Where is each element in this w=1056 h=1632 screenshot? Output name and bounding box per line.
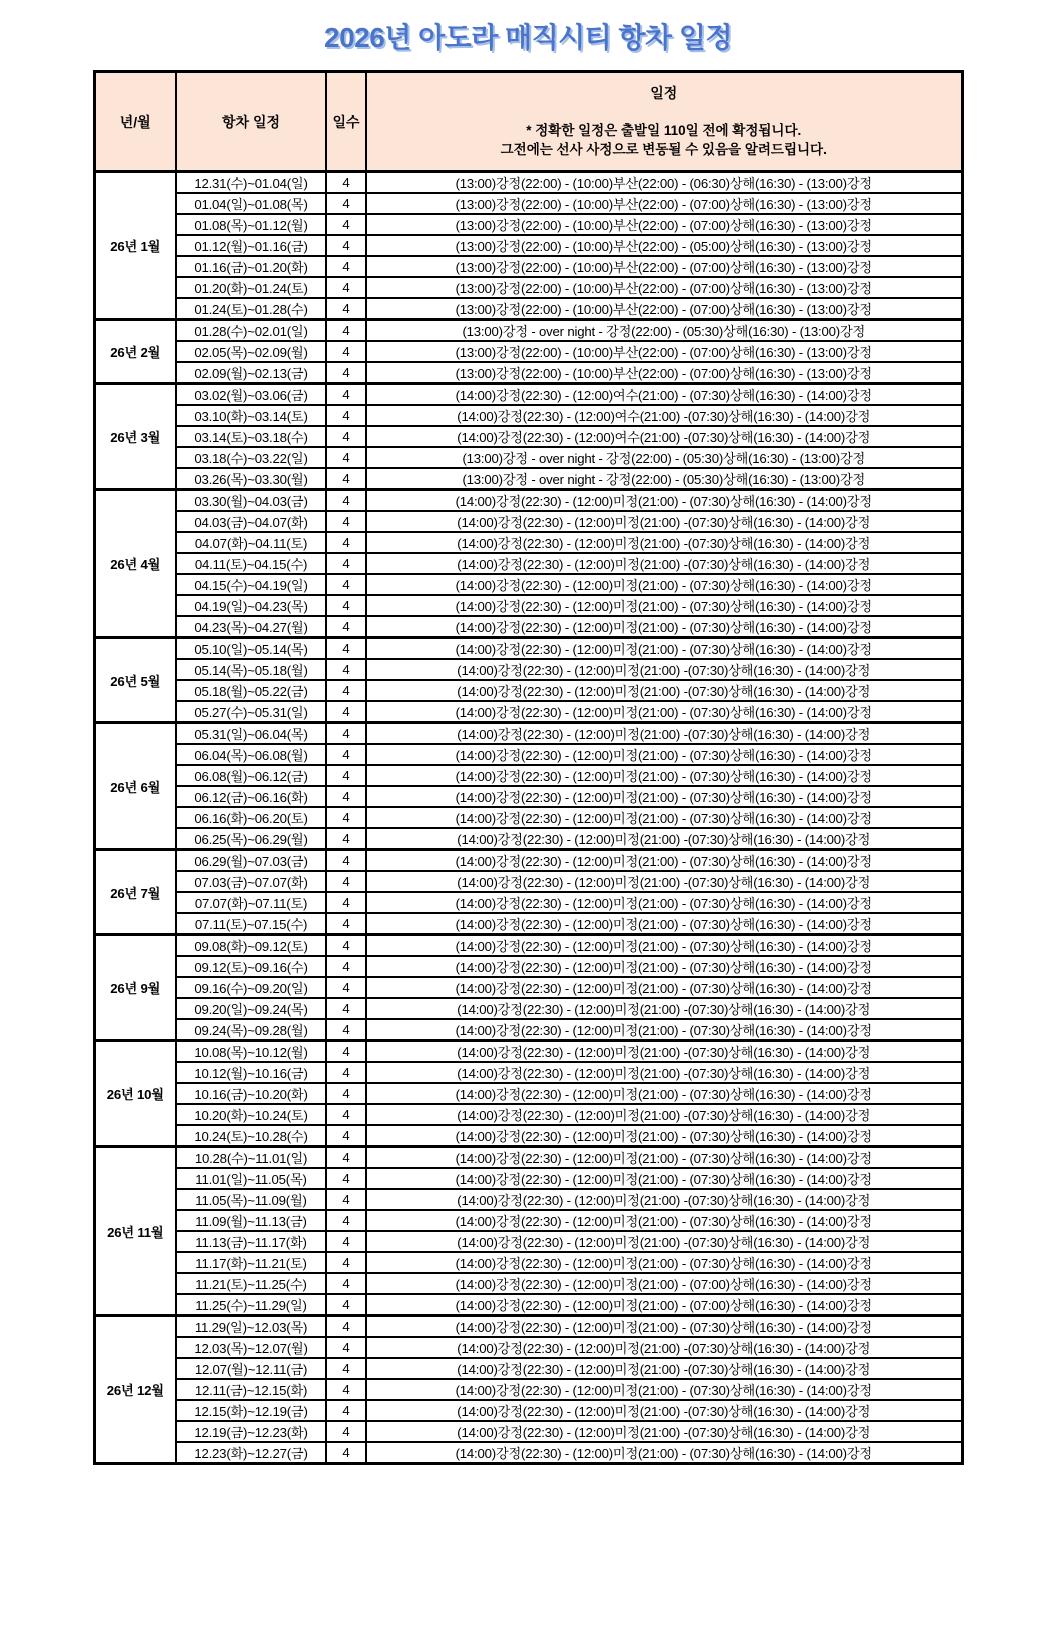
days-cell: 4: [326, 532, 366, 553]
table-row: [94, 595, 962, 616]
table-row: [94, 511, 962, 532]
days-cell: 4: [326, 723, 366, 745]
voyage-cell: 06.04(목)~06.08(월): [176, 744, 326, 765]
days-cell: 4: [326, 574, 366, 595]
days-cell: 4: [326, 659, 366, 680]
days-cell: 4: [326, 616, 366, 638]
voyage-cell: 06.29(월)~07.03(금): [176, 850, 326, 872]
voyage-cell: 10.12(월)~10.16(금): [176, 1062, 326, 1083]
schedule-cell: (14:00)강정(22:30) - (12:00)미정(21:00) -(07:30)상해(16:30) - (14:00)강정: [366, 553, 962, 574]
voyage-cell: 11.25(수)~11.29(일): [176, 1294, 326, 1316]
month-cell: 26년 10월: [94, 1041, 176, 1147]
days-cell: 4: [326, 956, 366, 977]
days-cell: 4: [326, 638, 366, 660]
table-row: [94, 1231, 962, 1252]
voyage-cell: 09.12(토)~09.16(수): [176, 956, 326, 977]
schedule-cell: (14:00)강정(22:30) - (12:00)미정(21:00) -(07:30)상해(16:30) - (14:00)강정: [366, 998, 962, 1019]
voyage-cell: 07.03(금)~07.07(화): [176, 871, 326, 892]
voyage-cell: 11.17(화)~11.21(토): [176, 1252, 326, 1273]
days-cell: 4: [326, 235, 366, 256]
month-cell: 26년 11월: [94, 1147, 176, 1316]
days-cell: 4: [326, 320, 366, 342]
voyage-cell: 10.24(토)~10.28(수): [176, 1125, 326, 1147]
table-row: [94, 341, 962, 362]
voyage-cell: 01.20(화)~01.24(토): [176, 277, 326, 298]
voyage-cell: 06.12(금)~06.16(화): [176, 786, 326, 807]
schedule-cell: (14:00)강정(22:30) - (12:00)미정(21:00) - (07:00)상해(16:30) - (14:00)강정: [366, 1294, 962, 1316]
schedule-cell: (13:00)강정(22:00) - (10:00)부산(22:00) - (06:30)상해(16:30) - (13:00)강정: [366, 172, 962, 194]
table-row: [94, 892, 962, 913]
schedule-header-content: [369, 73, 959, 170]
schedule-cell: (14:00)강정(22:30) - (12:00)미정(21:00) - (07:30)상해(16:30) - (14:00)강정: [366, 1168, 962, 1189]
days-cell: 4: [326, 850, 366, 872]
schedule-cell: (14:00)강정(22:30) - (12:00)미정(21:00) -(07:30)상해(16:30) - (14:00)강정: [366, 828, 962, 850]
table-row: [94, 1147, 962, 1169]
days-cell: 4: [326, 1442, 366, 1464]
table-row: [94, 362, 962, 384]
table-row: [94, 468, 962, 490]
table-row: [94, 723, 962, 745]
voyage-cell: 11.21(토)~11.25(수): [176, 1273, 326, 1294]
schedule-cell: (14:00)강정(22:30) - (12:00)미정(21:00) - (07:30)상해(16:30) - (14:00)강정: [366, 977, 962, 998]
schedule-note: [369, 121, 959, 160]
schedule-cell: (14:00)강정(22:30) - (12:00)미정(21:00) - (07:30)상해(16:30) - (14:00)강정: [366, 892, 962, 913]
table-row: [94, 1273, 962, 1294]
voyage-cell: 03.10(화)~03.14(토): [176, 405, 326, 426]
voyage-cell: 06.08(월)~06.12(금): [176, 765, 326, 786]
voyage-cell: 06.16(화)~06.20(토): [176, 807, 326, 828]
days-cell: 4: [326, 405, 366, 426]
days-cell: 4: [326, 765, 366, 786]
table-row: [94, 1210, 962, 1231]
voyage-cell: 03.30(월)~04.03(금): [176, 490, 326, 512]
table-row: [94, 277, 962, 298]
schedule-cell: (14:00)강정(22:30) - (12:00)여수(21:00) -(07:30)상해(16:30) - (14:00)강정: [366, 405, 962, 426]
table-row: [94, 426, 962, 447]
days-cell: 4: [326, 828, 366, 850]
schedule-cell: (14:00)강정(22:30) - (12:00)미정(21:00) - (07:30)상해(16:30) - (14:00)강정: [366, 1125, 962, 1147]
schedule-cell: (13:00)강정(22:00) - (10:00)부산(22:00) - (07:00)상해(16:30) - (13:00)강정: [366, 214, 962, 235]
days-cell: 4: [326, 1231, 366, 1252]
days-cell: 4: [326, 426, 366, 447]
days-cell: 4: [326, 1273, 366, 1294]
days-cell: 4: [326, 362, 366, 384]
voyage-cell: 09.08(화)~09.12(토): [176, 935, 326, 957]
month-cell: 26년 5월: [94, 638, 176, 723]
table-row: [94, 1189, 962, 1210]
voyage-cell: 05.31(일)~06.04(목): [176, 723, 326, 745]
days-cell: 4: [326, 871, 366, 892]
voyage-cell: 05.10(일)~05.14(목): [176, 638, 326, 660]
days-cell: 4: [326, 701, 366, 723]
schedule-cell: (13:00)강정 - over night - 강정(22:00) - (05:30)상해(16:30) - (13:00)강정: [366, 468, 962, 490]
schedule-cell: (13:00)강정 - over night - 강정(22:00) - (05:30)상해(16:30) - (13:00)강정: [366, 447, 962, 468]
table-row: [94, 214, 962, 235]
table-row: [94, 935, 962, 957]
voyage-cell: 10.20(화)~10.24(토): [176, 1104, 326, 1125]
days-cell: 4: [326, 384, 366, 406]
days-cell: 4: [326, 298, 366, 320]
table-row: [94, 574, 962, 595]
days-cell: 4: [326, 1083, 366, 1104]
days-cell: 4: [326, 1337, 366, 1358]
days-cell: 4: [326, 998, 366, 1019]
days-cell: 4: [326, 935, 366, 957]
voyage-cell: 03.14(토)~03.18(수): [176, 426, 326, 447]
days-cell: 4: [326, 744, 366, 765]
schedule-cell: (14:00)강정(22:30) - (12:00)미정(21:00) - (07:30)상해(16:30) - (14:00)강정: [366, 1083, 962, 1104]
days-cell: 4: [326, 1168, 366, 1189]
month-cell: 26년 9월: [94, 935, 176, 1041]
voyage-cell: 07.07(화)~07.11(토): [176, 892, 326, 913]
voyage-cell: 01.12(월)~01.16(금): [176, 235, 326, 256]
schedule-cell: (14:00)강정(22:30) - (12:00)미정(21:00) - (07:30)상해(16:30) - (14:00)강정: [366, 490, 962, 512]
table-row: [94, 405, 962, 426]
table-row: [94, 235, 962, 256]
voyage-cell: 05.18(월)~05.22(금): [176, 680, 326, 701]
table-row: [94, 490, 962, 512]
voyage-cell: 03.02(월)~03.06(금): [176, 384, 326, 406]
schedule-cell: (14:00)강정(22:30) - (12:00)미정(21:00) - (07:30)상해(16:30) - (14:00)강정: [366, 701, 962, 723]
table-row: [94, 256, 962, 277]
schedule-cell: (14:00)강정(22:30) - (12:00)여수(21:00) -(07:30)상해(16:30) - (14:00)강정: [366, 426, 962, 447]
header-schedule: [366, 72, 962, 172]
table-row: [94, 1019, 962, 1041]
table-row: [94, 659, 962, 680]
days-cell: 4: [326, 193, 366, 214]
table-row: [94, 871, 962, 892]
voyage-cell: 02.05(목)~02.09(월): [176, 341, 326, 362]
days-cell: 4: [326, 511, 366, 532]
voyage-cell: 06.25(목)~06.29(월): [176, 828, 326, 850]
table-row: [94, 1379, 962, 1400]
schedule-note-line1: * 정확한 일정은 출발일 110일 전에 확정됩니다.: [526, 122, 802, 138]
table-row: [94, 807, 962, 828]
voyage-cell: 09.24(목)~09.28(월): [176, 1019, 326, 1041]
month-cell: 26년 7월: [94, 850, 176, 935]
days-cell: 4: [326, 1147, 366, 1169]
days-cell: 4: [326, 1379, 366, 1400]
voyage-cell: 11.09(월)~11.13(금): [176, 1210, 326, 1231]
schedule-cell: (14:00)강정(22:30) - (12:00)미정(21:00) - (07:30)상해(16:30) - (14:00)강정: [366, 935, 962, 957]
schedule-cell: (14:00)강정(22:30) - (12:00)미정(21:00) -(07:30)상해(16:30) - (14:00)강정: [366, 511, 962, 532]
table-row: [94, 1252, 962, 1273]
schedule-cell: (14:00)강정(22:30) - (12:00)미정(21:00) -(07:30)상해(16:30) - (14:00)강정: [366, 680, 962, 701]
voyage-cell: 10.16(금)~10.20(화): [176, 1083, 326, 1104]
voyage-cell: 04.03(금)~04.07(화): [176, 511, 326, 532]
voyage-cell: 10.08(목)~10.12(월): [176, 1041, 326, 1063]
schedule-cell: (14:00)강정(22:30) - (12:00)미정(21:00) -(07:30)상해(16:30) - (14:00)강정: [366, 1104, 962, 1125]
month-cell: 26년 4월: [94, 490, 176, 638]
voyage-cell: 11.01(일)~11.05(목): [176, 1168, 326, 1189]
month-cell: 26년 2월: [94, 320, 176, 384]
table-row: [94, 744, 962, 765]
voyage-cell: 12.15(화)~12.19(금): [176, 1400, 326, 1421]
voyage-cell: 12.31(수)~01.04(일): [176, 172, 326, 194]
table-row: [94, 1400, 962, 1421]
schedule-cell: (14:00)강정(22:30) - (12:00)미정(21:00) - (07:30)상해(16:30) - (14:00)강정: [366, 595, 962, 616]
days-cell: 4: [326, 807, 366, 828]
schedule-cell: (13:00)강정(22:00) - (10:00)부산(22:00) - (07:00)상해(16:30) - (13:00)강정: [366, 341, 962, 362]
voyage-cell: 04.19(일)~04.23(목): [176, 595, 326, 616]
schedule-cell: (13:00)강정(22:00) - (10:00)부산(22:00) - (05:00)상해(16:30) - (13:00)강정: [366, 235, 962, 256]
schedule-cell: (13:00)강정(22:00) - (10:00)부산(22:00) - (07:00)상해(16:30) - (13:00)강정: [366, 193, 962, 214]
schedule-cell: (14:00)강정(22:30) - (12:00)미정(21:00) -(07:30)상해(16:30) - (14:00)강정: [366, 532, 962, 553]
table-row: [94, 193, 962, 214]
schedule-cell: (14:00)강정(22:30) - (12:00)미정(21:00) - (07:30)상해(16:30) - (14:00)강정: [366, 744, 962, 765]
days-cell: 4: [326, 1421, 366, 1442]
days-cell: 4: [326, 172, 366, 194]
schedule-cell: (14:00)강정(22:30) - (12:00)미정(21:00) - (07:30)상해(16:30) - (14:00)강정: [366, 807, 962, 828]
table-row: [94, 850, 962, 872]
table-row: [94, 913, 962, 935]
schedule-cell: (13:00)강정(22:00) - (10:00)부산(22:00) - (07:00)상해(16:30) - (13:00)강정: [366, 256, 962, 277]
voyage-cell: 04.23(목)~04.27(월): [176, 616, 326, 638]
table-row: [94, 1442, 962, 1464]
voyage-cell: 09.16(수)~09.20(일): [176, 977, 326, 998]
table-row: [94, 1421, 962, 1442]
voyage-cell: 01.24(토)~01.28(수): [176, 298, 326, 320]
schedule-cell: (14:00)강정(22:30) - (12:00)미정(21:00) - (07:30)상해(16:30) - (14:00)강정: [366, 638, 962, 660]
voyage-cell: 03.18(수)~03.22(일): [176, 447, 326, 468]
table-body: [94, 172, 962, 1464]
days-cell: 4: [326, 553, 366, 574]
table-row: [94, 616, 962, 638]
table-row: [94, 1062, 962, 1083]
schedule-cell: (14:00)강정(22:30) - (12:00)미정(21:00) - (07:30)상해(16:30) - (14:00)강정: [366, 1379, 962, 1400]
voyage-cell: 11.29(일)~12.03(목): [176, 1316, 326, 1338]
days-cell: 4: [326, 468, 366, 490]
page-title: 2026년 아도라 매직시티 항차 일정: [324, 22, 732, 53]
voyage-cell: 12.03(목)~12.07(월): [176, 1337, 326, 1358]
header-days: 일수: [326, 72, 366, 172]
table-row: [94, 1104, 962, 1125]
voyage-cell: 01.04(일)~01.08(목): [176, 193, 326, 214]
voyage-cell: 04.07(화)~04.11(토): [176, 532, 326, 553]
voyage-cell: 11.13(금)~11.17(화): [176, 1231, 326, 1252]
days-cell: 4: [326, 595, 366, 616]
table-row: [94, 956, 962, 977]
table-row: [94, 1337, 962, 1358]
schedule-cell: (14:00)강정(22:30) - (12:00)미정(21:00) - (07:30)상해(16:30) - (14:00)강정: [366, 616, 962, 638]
schedule-cell: (14:00)강정(22:30) - (12:00)미정(21:00) - (07:30)상해(16:30) - (14:00)강정: [366, 956, 962, 977]
table-row: [94, 765, 962, 786]
schedule-cell: (14:00)강정(22:30) - (12:00)미정(21:00) - (07:30)상해(16:30) - (14:00)강정: [366, 1316, 962, 1338]
table-row: [94, 701, 962, 723]
voyage-cell: 04.11(토)~04.15(수): [176, 553, 326, 574]
schedule-cell: (14:00)강정(22:30) - (12:00)미정(21:00) -(07:30)상해(16:30) - (14:00)강정: [366, 1421, 962, 1442]
table-row: [94, 384, 962, 406]
days-cell: 4: [326, 786, 366, 807]
table-row: [94, 1168, 962, 1189]
schedule-cell: (14:00)강정(22:30) - (12:00)미정(21:00) - (07:30)상해(16:30) - (14:00)강정: [366, 1210, 962, 1231]
table-row: [94, 786, 962, 807]
schedule-note-line2: 그전에는 선사 사정으로 변동될 수 있음을 알려드립니다.: [500, 142, 827, 158]
table-row: [94, 1083, 962, 1104]
schedule-cell: (14:00)강정(22:30) - (12:00)미정(21:00) - (07:30)상해(16:30) - (14:00)강정: [366, 1252, 962, 1273]
schedule-cell: (14:00)강정(22:30) - (12:00)여수(21:00) - (07:30)상해(16:30) - (14:00)강정: [366, 384, 962, 406]
table-row: [94, 998, 962, 1019]
days-cell: 4: [326, 1104, 366, 1125]
schedule-cell: (14:00)강정(22:30) - (12:00)미정(21:00) -(07:30)상해(16:30) - (14:00)강정: [366, 659, 962, 680]
schedule-cell: (14:00)강정(22:30) - (12:00)미정(21:00) -(07:30)상해(16:30) - (14:00)강정: [366, 1189, 962, 1210]
table-row: [94, 1316, 962, 1338]
schedule-cell: (14:00)강정(22:30) - (12:00)미정(21:00) -(07:30)상해(16:30) - (14:00)강정: [366, 1231, 962, 1252]
table-row: [94, 977, 962, 998]
schedule-cell: (14:00)강정(22:30) - (12:00)미정(21:00) - (07:30)상해(16:30) - (14:00)강정: [366, 786, 962, 807]
schedule-cell: (14:00)강정(22:30) - (12:00)미정(21:00) -(07:30)상해(16:30) - (14:00)강정: [366, 1062, 962, 1083]
days-cell: 4: [326, 1019, 366, 1041]
voyage-cell: 04.15(수)~04.19(일): [176, 574, 326, 595]
days-cell: 4: [326, 680, 366, 701]
schedule-cell: (14:00)강정(22:30) - (12:00)미정(21:00) -(07:30)상해(16:30) - (14:00)강정: [366, 1337, 962, 1358]
days-cell: 4: [326, 913, 366, 935]
schedule-cell: (14:00)강정(22:30) - (12:00)미정(21:00) -(07:30)상해(16:30) - (14:00)강정: [366, 1400, 962, 1421]
voyage-cell: 02.09(월)~02.13(금): [176, 362, 326, 384]
voyage-cell: 07.11(토)~07.15(수): [176, 913, 326, 935]
table-row: [94, 1358, 962, 1379]
voyage-cell: 01.28(수)~02.01(일): [176, 320, 326, 342]
schedule-cell: (13:00)강정(22:00) - (10:00)부산(22:00) - (07:00)상해(16:30) - (13:00)강정: [366, 362, 962, 384]
table-row: [94, 298, 962, 320]
voyage-cell: 01.08(목)~01.12(월): [176, 214, 326, 235]
days-cell: 4: [326, 447, 366, 468]
voyage-cell: 11.05(목)~11.09(월): [176, 1189, 326, 1210]
voyage-cell: 09.20(일)~09.24(목): [176, 998, 326, 1019]
days-cell: 4: [326, 214, 366, 235]
table-row: [94, 553, 962, 574]
days-cell: 4: [326, 1062, 366, 1083]
table-row: [94, 680, 962, 701]
voyage-cell: 01.16(금)~01.20(화): [176, 256, 326, 277]
table-row: [94, 172, 962, 194]
schedule-cell: (13:00)강정(22:00) - (10:00)부산(22:00) - (07:00)상해(16:30) - (13:00)강정: [366, 277, 962, 298]
days-cell: 4: [326, 1125, 366, 1147]
days-cell: 4: [326, 277, 366, 298]
voyage-cell: 05.27(수)~05.31(일): [176, 701, 326, 723]
days-cell: 4: [326, 1252, 366, 1273]
table-row: [94, 320, 962, 342]
voyage-cell: 12.23(화)~12.27(금): [176, 1442, 326, 1464]
days-cell: 4: [326, 341, 366, 362]
month-cell: 26년 3월: [94, 384, 176, 490]
schedule-cell: (14:00)강정(22:30) - (12:00)미정(21:00) - (07:30)상해(16:30) - (14:00)강정: [366, 574, 962, 595]
days-cell: 4: [326, 892, 366, 913]
schedule-cell: (13:00)강정(22:00) - (10:00)부산(22:00) - (07:00)상해(16:30) - (13:00)강정: [366, 298, 962, 320]
days-cell: 4: [326, 1294, 366, 1316]
schedule-cell: (14:00)강정(22:30) - (12:00)미정(21:00) -(07:30)상해(16:30) - (14:00)강정: [366, 871, 962, 892]
header-row: [94, 72, 962, 172]
voyage-cell: 03.26(목)~03.30(월): [176, 468, 326, 490]
table-row: [94, 1294, 962, 1316]
schedule-header-label: 일정: [650, 85, 678, 101]
schedule-cell: (14:00)강정(22:30) - (12:00)미정(21:00) - (07:30)상해(16:30) - (14:00)강정: [366, 1019, 962, 1041]
days-cell: 4: [326, 1400, 366, 1421]
days-cell: 4: [326, 1210, 366, 1231]
voyage-cell: 05.14(목)~05.18(월): [176, 659, 326, 680]
month-cell: 26년 6월: [94, 723, 176, 850]
month-cell: 26년 12월: [94, 1316, 176, 1464]
header-year-month: 년/월: [94, 72, 176, 172]
month-cell: 26년 1월: [94, 172, 176, 320]
days-cell: 4: [326, 977, 366, 998]
table-header: [94, 72, 962, 172]
schedule-cell: (14:00)강정(22:30) - (12:00)미정(21:00) - (07:30)상해(16:30) - (14:00)강정: [366, 765, 962, 786]
voyage-schedule-table: [93, 70, 964, 1465]
schedule-cell: (14:00)강정(22:30) - (12:00)미정(21:00) -(07:30)상해(16:30) - (14:00)강정: [366, 1041, 962, 1063]
table-row: [94, 447, 962, 468]
schedule-cell: (13:00)강정 - over night - 강정(22:00) - (05:30)상해(16:30) - (13:00)강정: [366, 320, 962, 342]
schedule-cell: (14:00)강정(22:30) - (12:00)미정(21:00) - (07:30)상해(16:30) - (14:00)강정: [366, 913, 962, 935]
voyage-cell: 12.11(금)~12.15(화): [176, 1379, 326, 1400]
days-cell: 4: [326, 1189, 366, 1210]
schedule-cell: (14:00)강정(22:30) - (12:00)미정(21:00) - (07:00)상해(16:30) - (14:00)강정: [366, 1273, 962, 1294]
days-cell: 4: [326, 256, 366, 277]
voyage-cell: 12.19(금)~12.23(화): [176, 1421, 326, 1442]
table-row: [94, 532, 962, 553]
table-row: [94, 1041, 962, 1063]
days-cell: 4: [326, 1316, 366, 1338]
schedule-cell: (14:00)강정(22:30) - (12:00)미정(21:00) - (07:30)상해(16:30) - (14:00)강정: [366, 1442, 962, 1464]
table-row: [94, 1125, 962, 1147]
schedule-cell: (14:00)강정(22:30) - (12:00)미정(21:00) - (07:30)상해(16:30) - (14:00)강정: [366, 850, 962, 872]
header-voyage: 항차 일정: [176, 72, 326, 172]
schedule-cell: (14:00)강정(22:30) - (12:00)미정(21:00) -(07:30)상해(16:30) - (14:00)강정: [366, 1358, 962, 1379]
days-cell: 4: [326, 490, 366, 512]
schedule-cell: (14:00)강정(22:30) - (12:00)미정(21:00) - (07:30)상해(16:30) - (14:00)강정: [366, 1147, 962, 1169]
table-row: [94, 638, 962, 660]
voyage-cell: 10.28(수)~11.01(일): [176, 1147, 326, 1169]
days-cell: 4: [326, 1041, 366, 1063]
voyage-cell: 12.07(월)~12.11(금): [176, 1358, 326, 1379]
schedule-cell: (14:00)강정(22:30) - (12:00)미정(21:00) -(07:30)상해(16:30) - (14:00)강정: [366, 723, 962, 745]
table-row: [94, 828, 962, 850]
days-cell: 4: [326, 1358, 366, 1379]
